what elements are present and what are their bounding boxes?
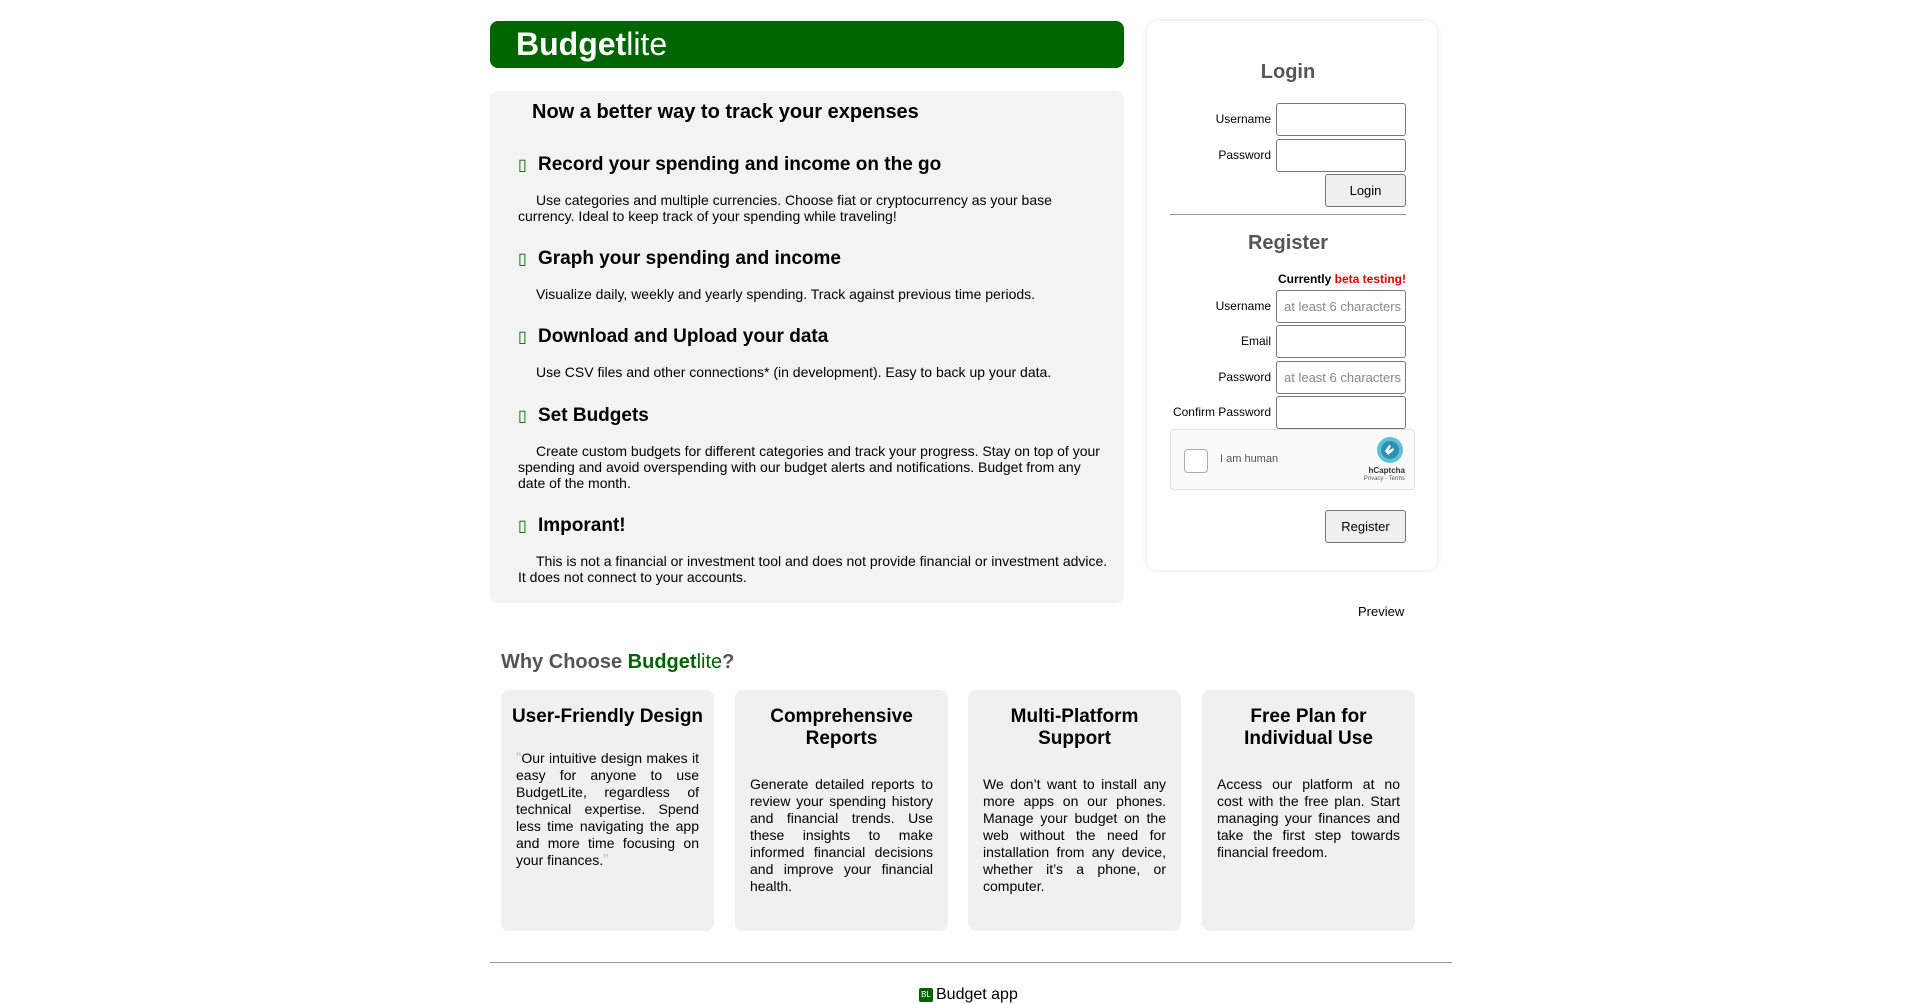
login-heading: Login (1260, 61, 1316, 83)
features-panel (490, 91, 1124, 603)
brand-name-bold: Budget (516, 26, 627, 62)
login-username-input[interactable] (1276, 103, 1406, 136)
captcha-checkbox[interactable] (1184, 449, 1208, 473)
register-username-label: Username (1215, 299, 1271, 313)
captcha-widget (1170, 429, 1415, 490)
footer-label: Budget app (936, 986, 1018, 1003)
feature-description: This is not a financial or investment tool and does not provide financial or investment advice. It does not connect to your accounts. (518, 553, 1108, 585)
captcha-legal-links[interactable]: Privacy - Terms (1363, 476, 1405, 482)
check-icon: ▯ (518, 251, 527, 268)
open-quote-icon: “ (516, 750, 522, 767)
footer (919, 986, 1018, 1004)
card-title: User-Friendly Design (511, 706, 704, 727)
feature-card (735, 690, 948, 931)
login-button[interactable]: Login (1325, 174, 1406, 207)
register-button[interactable]: Register (1325, 510, 1406, 543)
feature-item (518, 515, 1108, 585)
feature-card (501, 690, 714, 931)
card-title: Free Plan for Individual Use (1244, 706, 1373, 749)
feature-item (518, 326, 1108, 380)
register-email-label: Email (1240, 334, 1271, 348)
feature-item (518, 154, 1108, 224)
login-username-label: Username (1215, 112, 1271, 126)
hcaptcha-logo-icon (1376, 436, 1404, 464)
feature-title: ▯ Set Budgets (518, 405, 649, 426)
feature-title: ▯ Graph your spending and income (518, 248, 841, 269)
feature-title: ▯ Imporant! (518, 515, 626, 536)
why-choose-heading: Why Choose Budgetlite? (501, 651, 735, 673)
feature-item (518, 405, 1108, 491)
card-text: We don’t want to install any more apps on our phones. Manage your budget on the web without the need for installation from any device, whether it’s a phone, or computer. (983, 776, 1166, 894)
features-heading: Now a better way to track your expenses (532, 101, 919, 123)
brand-logo-bar[interactable] (490, 21, 1124, 68)
close-quote-icon: ” (603, 852, 609, 869)
feature-card (968, 690, 1181, 931)
brand-name-light: lite (626, 26, 668, 62)
feature-title: ▯ Record your spending and income on the go (518, 154, 942, 175)
register-heading: Register (1247, 232, 1329, 254)
beta-notice: Currently beta testing! (1277, 272, 1406, 286)
auth-card (1147, 21, 1437, 570)
feature-description: Use CSV files and other connections* (in development). Easy to back up your data. (536, 364, 1052, 380)
card-text: Access our platform at no cost with the free plan. Start managing your finances and take the first step towards financial freedom. (1217, 776, 1400, 860)
card-text: Generate detailed reports to review your spending history and financial trends. Use these insights to make informed financial decisions and improve your financial health. (750, 776, 933, 894)
feature-description: Use categories and multiple currencies. Choose fiat or cryptocurrency as your base currency. Ideal to keep track of your spending while traveling! (518, 192, 1052, 224)
check-icon: ▯ (518, 329, 527, 346)
feature-title: ▯ Download and Upload your data (518, 326, 829, 347)
preview-link[interactable]: Preview (1358, 604, 1405, 619)
check-icon: ▯ (518, 408, 527, 425)
feature-card (1202, 690, 1415, 931)
feature-description: Create custom budgets for different categories and track your progress. Stay on top of your spending and avoid overspending with our budget alerts and notifications. Budget from any date of the month. (518, 443, 1100, 491)
divider (1170, 214, 1406, 215)
card-title: Comprehensive Reports (770, 706, 913, 749)
check-icon: ▯ (518, 518, 527, 535)
check-icon: ▯ (518, 157, 527, 174)
register-password-label: Password (1218, 370, 1271, 384)
register-username-input[interactable]: at least 6 characters (1276, 290, 1406, 323)
captcha-brand: hCaptcha (1368, 466, 1405, 475)
register-confirm-password-label: Confirm Password (1172, 405, 1271, 419)
card-title: Multi-Platform Support (1010, 706, 1139, 749)
footer-divider (490, 962, 1452, 963)
register-confirm-password-input[interactable] (1276, 396, 1406, 429)
captcha-label: I am human (1220, 453, 1279, 465)
login-password-label: Password (1218, 148, 1271, 162)
register-password-input[interactable]: at least 6 characters (1276, 361, 1406, 394)
card-text: “Our intuitive design makes it easy for anyone to use BudgetLite, regardless of technical expertise. Spend less time navigating the app and more time focusing on your finances.” (516, 750, 699, 869)
register-email-input[interactable] (1276, 325, 1406, 358)
feature-item (518, 248, 1108, 302)
login-password-input[interactable] (1276, 139, 1406, 172)
feature-description: Visualize daily, weekly and yearly spending. Track against previous time periods. (536, 286, 1036, 302)
app-logo-icon: BL (919, 988, 933, 1002)
